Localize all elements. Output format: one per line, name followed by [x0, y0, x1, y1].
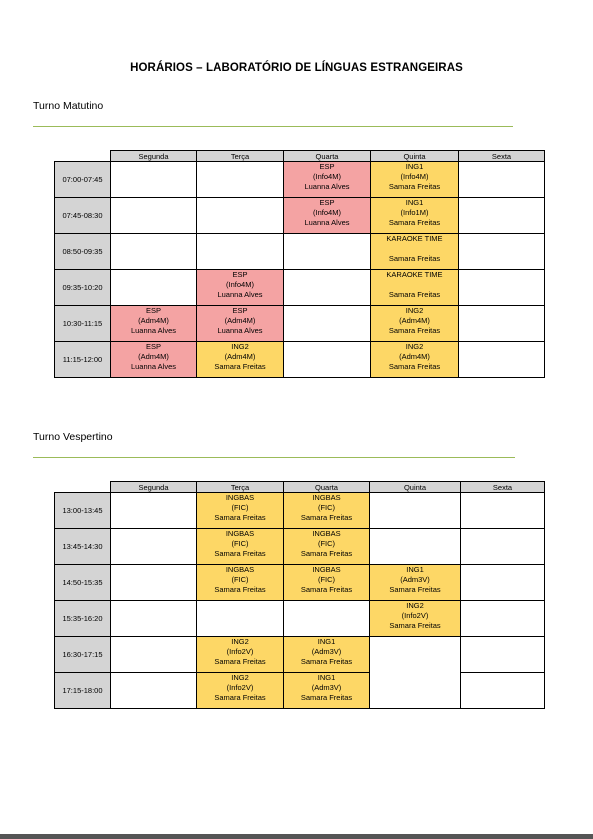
schedule-cell: [111, 673, 197, 709]
class-group: (Adm4M): [224, 352, 256, 361]
class-group: (Info4M): [400, 172, 429, 181]
table-row: [55, 306, 545, 342]
schedule-cell: [197, 493, 284, 529]
class-group: (Adm4M): [224, 316, 256, 325]
time-slot-cell: 08:50-09:35: [55, 234, 111, 270]
time-slot-cell: 07:45-08:30: [55, 198, 111, 234]
schedule-cell: [197, 529, 284, 565]
time-slot-cell: 16:30-17:15: [55, 637, 111, 673]
day-header-quarta: Quarta: [284, 482, 370, 493]
schedule-cell: [284, 306, 371, 342]
schedule-cell: [197, 270, 284, 306]
schedule-cell: [370, 637, 461, 709]
schedule-cell: [197, 198, 284, 234]
schedule-cell: [370, 493, 461, 529]
table-row: [55, 565, 545, 601]
schedule-cell: [284, 234, 371, 270]
day-header-quinta: Quinta: [371, 151, 459, 162]
class-group: (Info4M): [313, 208, 341, 217]
schedule-cell: [459, 234, 545, 270]
schedule-cell: [459, 270, 545, 306]
schedule-cell: [111, 565, 197, 601]
table-row: [55, 342, 545, 378]
schedule-cell: [371, 342, 459, 378]
class-group: (Info2V): [226, 683, 254, 692]
schedule-cell: [461, 601, 545, 637]
schedule-cell: [111, 198, 197, 234]
day-header-terca: Terça: [197, 482, 284, 493]
schedule-cell: [111, 493, 197, 529]
schedule-cell: [111, 342, 197, 378]
time-slot-cell: 11:15-12:00: [55, 342, 111, 378]
time-slot-cell: 09:35-10:20: [55, 270, 111, 306]
teacher-name: Luanna Alves: [217, 326, 263, 335]
schedule-cell: [284, 198, 371, 234]
class-code: ING2: [405, 306, 424, 315]
schedule-cell: [371, 162, 459, 198]
schedule-cell: [197, 306, 284, 342]
class-code: ESP: [232, 306, 248, 315]
table-row: [55, 637, 545, 673]
class-group: (Adm4M): [138, 352, 169, 361]
class-group: (FIC): [317, 575, 336, 584]
section-title-matutino: Turno Matutino: [33, 100, 104, 112]
schedule-table-matutino: [54, 150, 545, 378]
teacher-name: Samara Freitas: [300, 513, 353, 522]
class-code: ING1: [317, 673, 336, 682]
class-group: (Adm4M): [399, 316, 430, 325]
schedule-cell: [371, 270, 459, 306]
corner-cell: [55, 482, 111, 493]
class-group: (Adm3V): [311, 647, 342, 656]
table-row: [55, 601, 545, 637]
day-header-segunda: Segunda: [111, 151, 197, 162]
schedule-cell: [459, 162, 545, 198]
header-row: [55, 482, 545, 493]
schedule-cell: [197, 162, 284, 198]
class-code: ING2: [405, 342, 424, 351]
schedule-cell: [370, 601, 461, 637]
class-group: (Adm4M): [138, 316, 169, 325]
class-code: INGBAS: [225, 529, 255, 538]
class-code: INGBAS: [225, 493, 255, 502]
teacher-name: Luanna Alves: [217, 290, 263, 299]
schedule-cell: [197, 601, 284, 637]
teacher-name: Samara Freitas: [388, 290, 441, 299]
schedule-cell: [284, 270, 371, 306]
teacher-name: Luanna Alves: [304, 218, 350, 227]
class-group: (Adm4M): [399, 352, 430, 361]
schedule-cell: [461, 493, 545, 529]
table-row: [55, 198, 545, 234]
section-rule-vespertino: [33, 457, 515, 458]
class-code: ING1: [405, 162, 424, 171]
schedule-cell: [461, 637, 545, 673]
class-code: INGBAS: [312, 529, 341, 538]
teacher-name: Samara Freitas: [300, 549, 353, 558]
schedule-cell: [461, 565, 545, 601]
teacher-name: Samara Freitas: [388, 362, 441, 371]
teacher-name: Samara Freitas: [389, 585, 441, 594]
schedule-cell: [459, 306, 545, 342]
schedule-cell: [461, 529, 545, 565]
table-row: [55, 162, 545, 198]
table-row: [55, 493, 545, 529]
day-header-sexta: Sexta: [461, 482, 545, 493]
teacher-name: Luanna Alves: [304, 182, 350, 191]
class-code: ING1: [317, 637, 336, 646]
class-code: KARAOKE TIME: [386, 270, 443, 279]
teacher-name: Samara Freitas: [300, 657, 353, 666]
schedule-cell: [197, 342, 284, 378]
day-header-segunda: Segunda: [111, 482, 197, 493]
class-group: (Adm3V): [311, 683, 342, 692]
schedule-cell: [461, 673, 545, 709]
class-code: ESP: [232, 270, 248, 279]
class-group: (Adm3V): [400, 575, 430, 584]
schedule-table-vespertino: [54, 481, 545, 709]
time-slot-cell: 10:30-11:15: [55, 306, 111, 342]
section-rule-matutino: [33, 126, 513, 127]
schedule-cell: [371, 306, 459, 342]
schedule-cell: [284, 565, 370, 601]
teacher-name: Luanna Alves: [130, 362, 177, 371]
page-bottom-bar: [0, 834, 593, 839]
class-code: ING2: [231, 342, 249, 351]
schedule-cell: [111, 637, 197, 673]
class-code: ING2: [406, 601, 424, 610]
schedule-cell: [111, 306, 197, 342]
teacher-name: Samara Freitas: [214, 362, 266, 371]
schedule-cell: [284, 637, 370, 673]
teacher-name: Samara Freitas: [214, 513, 266, 522]
schedule-cell: [197, 673, 284, 709]
class-group: [371, 280, 458, 290]
class-group: (FIC): [231, 539, 249, 548]
schedule-cell: [371, 198, 459, 234]
time-slot-cell: 07:00-07:45: [55, 162, 111, 198]
class-group: (FIC): [317, 539, 336, 548]
teacher-name: Samara Freitas: [214, 657, 266, 666]
class-code: ESP: [145, 306, 161, 315]
teacher-name: Samara Freitas: [388, 218, 441, 227]
header-row: [55, 151, 545, 162]
class-group: (Info4M): [313, 172, 341, 181]
schedule-cell: [370, 565, 461, 601]
class-code: ESP: [145, 342, 161, 351]
schedule-cell: [111, 162, 197, 198]
class-code: ING2: [231, 673, 249, 682]
time-slot-cell: 13:00-13:45: [55, 493, 111, 529]
day-header-quinta: Quinta: [370, 482, 461, 493]
class-group: [371, 244, 458, 254]
class-group: (Info2V): [226, 647, 254, 656]
class-code: ESP: [319, 162, 335, 171]
schedule-cell: [197, 234, 284, 270]
class-code: ING2: [231, 637, 249, 646]
class-group: (Info2V): [401, 611, 429, 620]
teacher-name: Samara Freitas: [214, 693, 266, 702]
day-header-terca: Terça: [197, 151, 284, 162]
teacher-name: Samara Freitas: [214, 549, 266, 558]
class-code: ING1: [406, 565, 424, 574]
time-slot-cell: 15:35-16:20: [55, 601, 111, 637]
teacher-name: Samara Freitas: [300, 585, 353, 594]
table-row: [55, 529, 545, 565]
teacher-name: Samara Freitas: [388, 182, 441, 191]
schedule-cell: [284, 673, 370, 709]
class-code: INGBAS: [312, 565, 341, 574]
class-code: INGBAS: [312, 493, 341, 502]
time-slot-cell: 13:45-14:30: [55, 529, 111, 565]
teacher-name: Samara Freitas: [388, 326, 441, 335]
schedule-cell: [197, 637, 284, 673]
schedule-cell: [197, 565, 284, 601]
schedule-cell: [371, 234, 459, 270]
schedule-cell: [284, 601, 370, 637]
teacher-name: Samara Freitas: [300, 693, 353, 702]
schedule-cell: [111, 529, 197, 565]
table-row: [55, 234, 545, 270]
class-code: ESP: [319, 198, 335, 207]
schedule-cell: [111, 270, 197, 306]
time-slot-cell: 14:50-15:35: [55, 565, 111, 601]
teacher-name: Samara Freitas: [214, 585, 266, 594]
schedule-cell: [284, 493, 370, 529]
teacher-name: Samara Freitas: [388, 254, 441, 263]
document-title: HORÁRIOS – LABORATÓRIO DE LÍNGUAS ESTRANGEIRAS: [130, 62, 463, 74]
teacher-name: Luanna Alves: [130, 326, 177, 335]
class-group: (FIC): [231, 575, 249, 584]
schedule-cell: [459, 342, 545, 378]
schedule-cell: [284, 342, 371, 378]
class-group: (Info1M): [400, 208, 429, 217]
class-group: (FIC): [317, 503, 336, 512]
table-row: [55, 673, 545, 709]
day-header-sexta: Sexta: [459, 151, 545, 162]
teacher-name: Samara Freitas: [389, 621, 441, 630]
schedule-cell: [284, 162, 371, 198]
class-group: (FIC): [231, 503, 249, 512]
class-code: INGBAS: [225, 565, 255, 574]
time-slot-cell: 17:15-18:00: [55, 673, 111, 709]
schedule-cell: [284, 529, 370, 565]
section-title-vespertino: Turno Vespertino: [33, 431, 113, 443]
schedule-cell: [370, 529, 461, 565]
class-code: ING1: [405, 198, 424, 207]
corner-cell: [55, 151, 111, 162]
table-row: [55, 270, 545, 306]
class-code: KARAOKE TIME: [386, 234, 443, 243]
schedule-cell: [111, 601, 197, 637]
class-group: (Info4M): [226, 280, 254, 289]
schedule-cell: [111, 234, 197, 270]
day-header-quarta: Quarta: [284, 151, 371, 162]
schedule-cell: [459, 198, 545, 234]
